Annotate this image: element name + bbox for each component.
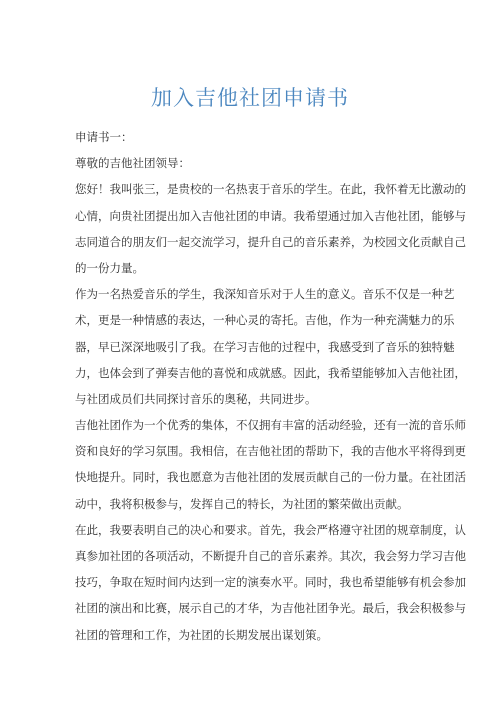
paragraph-line: 真参加社团的各项活动，不断提升自己的音乐素养。其次，我会努力学习吉他 xyxy=(75,549,466,563)
paragraph-line: 作为一名热爱音乐的学生，我深知音乐对于人生的意义。音乐不仅是一种艺 xyxy=(75,287,455,302)
paragraph-line: 资和良好的学习氛围。我相信，在吉他社团的帮助下，我的吉他水平将得到更 xyxy=(75,444,466,459)
paragraph-line: 心情，向贵社团提出加入吉他社团的申请。我希望通过加入吉他社团，能够与 xyxy=(75,208,466,223)
paragraph-line: 器，早已深深地吸引了我。在学习吉他的过程中，我感受到了音乐的独特魅 xyxy=(75,339,455,354)
salutation-heading: 申请书一： xyxy=(75,130,133,144)
paragraph-line: 您好！我叫张三，是贵校的一名热衷于音乐的学生。在此，我怀着无比激动的 xyxy=(75,182,466,197)
paragraph-line: 力，也体会到了弹奏吉他的喜悦和成就感。因此，我希望能够加入吉他社团， xyxy=(75,365,466,380)
salutation: 尊敬的吉他社团领导： xyxy=(75,156,190,171)
paragraph-line: 的一份力量。 xyxy=(75,260,144,275)
paragraph-line: 与社团成员们共同探讨音乐的奥秘，共同进步。 xyxy=(75,391,317,406)
paragraph-line: 在此，我要表明自己的决心和要求。首先，我会严格遵守社团的规章制度，认 xyxy=(75,522,466,537)
paragraph-line: 动中，我将积极参与，发挥自己的特长，为社团的繁荣做出贡献。 xyxy=(75,496,409,511)
paragraph-line: 技巧，争取在短时间内达到一定的演奏水平。同时，我也希望能够有机会参加 xyxy=(75,575,466,590)
paragraph-line: 志同道合的朋友们一起交流学习，提升自己的音乐素养，为校园文化贡献自己 xyxy=(75,234,466,249)
paragraph-line: 术，更是一种情感的表达，一种心灵的寄托。吉他，作为一种充满魅力的乐 xyxy=(75,313,455,328)
document-body xyxy=(75,124,466,648)
paragraph-line: 快地提升。同时，我也愿意为吉他社团的发展贡献自己的一份力量。在社团活 xyxy=(75,470,466,485)
paragraph-line: 社团的演出和比赛，展示自己的才华，为吉他社团争光。最后，我会积极参与 xyxy=(75,601,466,616)
paragraph-line: 社团的管理和工作，为社团的长期发展出谋划策。 xyxy=(75,627,328,642)
document-title: 加入吉他社团申请书 xyxy=(151,86,349,110)
paragraph-line: 吉他社团作为一个优秀的集体，不仅拥有丰富的活动经验，还有一流的音乐师 xyxy=(75,418,466,433)
